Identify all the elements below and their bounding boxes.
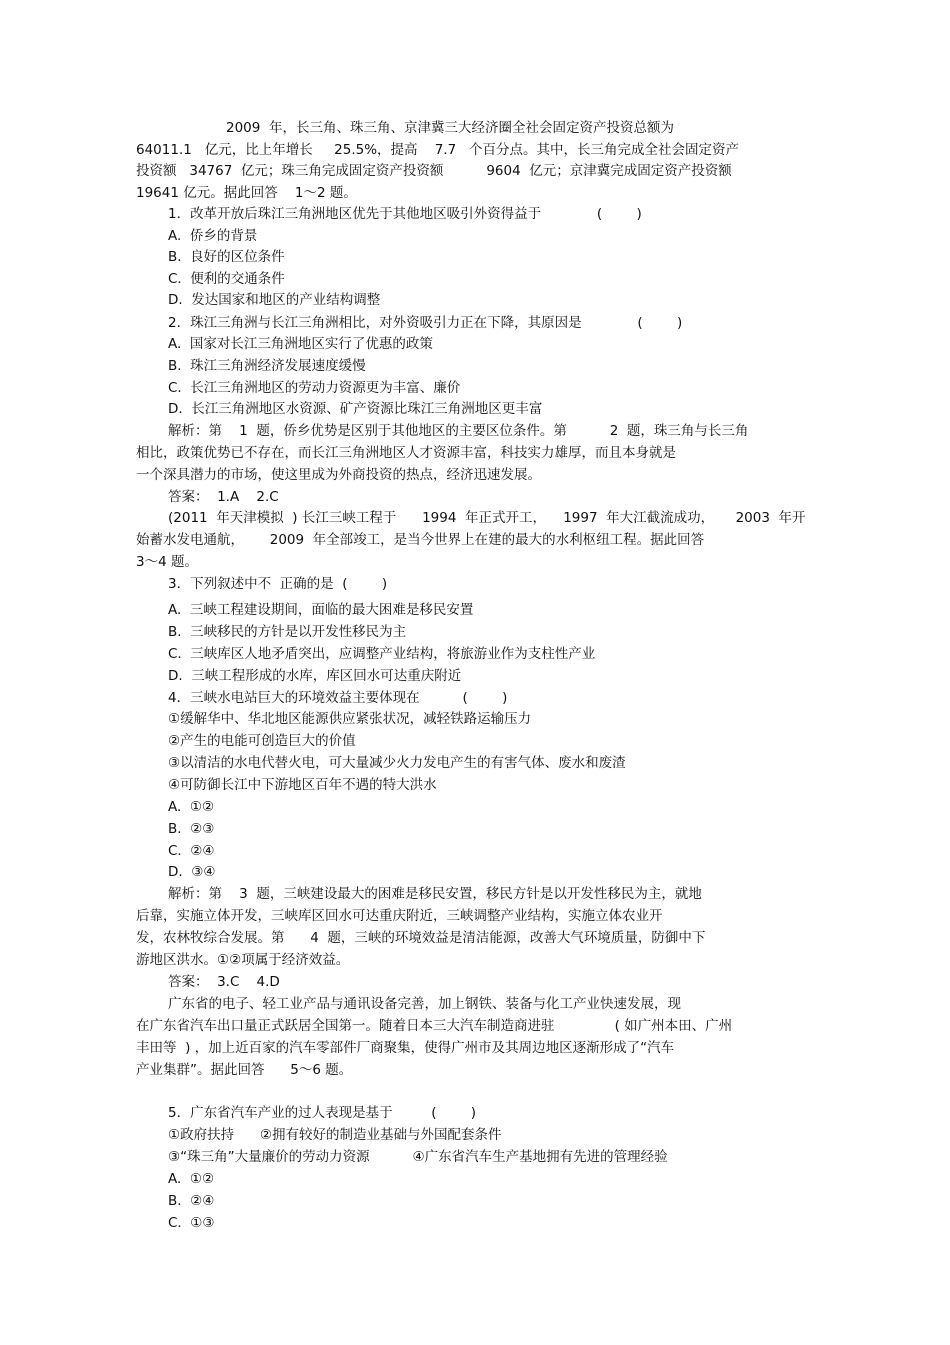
- option-d: D. 长江三角洲地区水资源、矿产资源比珠江三角洲地区更丰富: [168, 401, 543, 417]
- analysis-line: 后靠，实施立体开发，三峡库区回水可达重庆附近，三峡调整产业结构，实施立体农业开: [136, 908, 663, 924]
- option-a: A. ①②: [168, 799, 215, 815]
- text-line: 广东省的电子、轻工业产品与通讯设备完善，加上钢铁、装备与化工产业快速发展，现: [168, 996, 681, 1012]
- answer-line: 答案： 1.A 2.C: [168, 489, 279, 505]
- analysis-line: 相比，政策优势已不存在，而长江三角洲地区人才资源丰富，科技实力雄厚，而且本身就是: [136, 445, 676, 461]
- text-line: 产业集群”。据此回答 5～6 题。: [136, 1062, 353, 1078]
- analysis-line: 解析：第 1 题，侨乡优势是区别于其他地区的主要区位条件。第 2 题，珠三角与长三角: [168, 423, 749, 439]
- option-a: A. 三峡工程建设期间，面临的最大困难是移民安置: [168, 602, 474, 618]
- option-d: D. ③④: [168, 864, 216, 880]
- option-c: C. ②④: [168, 843, 215, 859]
- question-2: 2．珠江三角洲与长江三角洲相比，对外资吸引力正在下降，其原因是 ( ): [168, 315, 683, 331]
- option-c: C. 三峡库区人地矛盾突出，应调整产业结构，将旅游业作为支柱性产业: [168, 646, 596, 662]
- statement-item: ①政府扶持 ②拥有较好的制造业基础与外国配套条件: [168, 1127, 502, 1143]
- option-b: B. ②④: [168, 1193, 215, 1209]
- option-a: A. 国家对长江三角洲地区实行了优惠的政策: [168, 336, 433, 352]
- option-c: C. ①③: [168, 1215, 215, 1231]
- analysis-line: 发，农林牧综合发展。第 4 题，三峡的环境效益是清洁能源，改善大气环境质量，防御中下: [136, 930, 706, 946]
- analysis-line: 游地区洪水。①②项属于经济效益。: [136, 952, 350, 968]
- text-line: 64011.1 亿元，比上年增长 25.5%，提高 7.7 个百分点。其中，长三角完成全社会固定资产: [136, 142, 740, 158]
- text-line: 投资额 34767 亿元；珠三角完成固定资产投资额 9604 亿元；京津冀完成固定资产投资额: [136, 163, 732, 179]
- analysis-line: 一个深具潜力的市场，使这里成为外商投资的热点，经济迅速发展。: [136, 467, 541, 483]
- statement-item: ③以清洁的水电代替火电，可大量减少火力发电产生的有害气体、废水和废渣: [168, 755, 626, 771]
- question-4: 4．三峡水电站巨大的环境效益主要体现在 ( ): [168, 690, 508, 706]
- text-line: (2011 年天津模拟 ) 长江三峡工程于 1994 年正式开工， 1997 年大江截流成功， 2003 年开: [168, 510, 806, 526]
- option-a: A. 侨乡的背景: [168, 228, 258, 244]
- question-5: 5．广东省汽车产业的过人表现是基于 ( ): [168, 1105, 477, 1121]
- question-1: 1．改革开放后珠江三角洲地区优先于其他地区吸引外资得益于 ( ): [168, 206, 642, 222]
- statement-item: ③“珠三角”大量廉价的劳动力资源 ④广东省汽车生产基地拥有先进的管理经验: [168, 1149, 668, 1165]
- question-3: 3．下列叙述中不 正确的是 ( ): [168, 576, 388, 592]
- option-b: B. 三峡移民的方针是以开发性移民为主: [168, 624, 407, 640]
- option-a: A. ①②: [168, 1171, 215, 1187]
- answer-line: 答案： 3.C 4.D: [168, 974, 280, 990]
- statement-item: ②产生的电能可创造巨大的价值: [168, 733, 356, 749]
- text-line: 19641 亿元。据此回答 1～2 题。: [136, 185, 357, 201]
- option-c: C. 便利的交通条件: [168, 271, 285, 287]
- option-d: D. 发达国家和地区的产业结构调整: [168, 292, 381, 308]
- text-line: 始蓄水发电通航， 2009 年全部竣工，是当今世界上在建的最大的水利枢纽工程。据此回答: [136, 532, 705, 548]
- option-c: C. 长江三角洲地区的劳动力资源更为丰富、廉价: [168, 380, 461, 396]
- analysis-line: 解析：第 3 题，三峡建设最大的困难是移民安置，移民方针是以开发性移民为主，就地: [168, 886, 702, 902]
- statement-item: ④可防御长江中下游地区百年不遇的特大洪水: [168, 777, 437, 793]
- text-line: 丰田等 ) ，加上近百家的汽车零部件厂商聚集，使得广州市及其周边地区逐渐形成了“汽车: [136, 1040, 675, 1056]
- option-b: B. 珠江三角洲经济发展速度缓慢: [168, 358, 366, 374]
- text-line: 3～4 题。: [136, 554, 198, 570]
- text-line: 2009 年，长三角、珠三角、京津冀三大经济圈全社会固定资产投资总额为: [226, 120, 674, 136]
- option-b: B. 良好的区位条件: [168, 249, 285, 265]
- option-d: D. 三峡工程形成的水库，库区回水可达重庆附近: [168, 668, 462, 684]
- option-b: B. ②③: [168, 821, 215, 837]
- text-line: 在广东省汽车出口量正式跃居全国第一。随着日本三大汽车制造商进驻 ( 如广州本田、广州: [136, 1018, 733, 1034]
- statement-item: ①缓解华中、华北地区能源供应紧张状况，减轻铁路运输压力: [168, 711, 532, 727]
